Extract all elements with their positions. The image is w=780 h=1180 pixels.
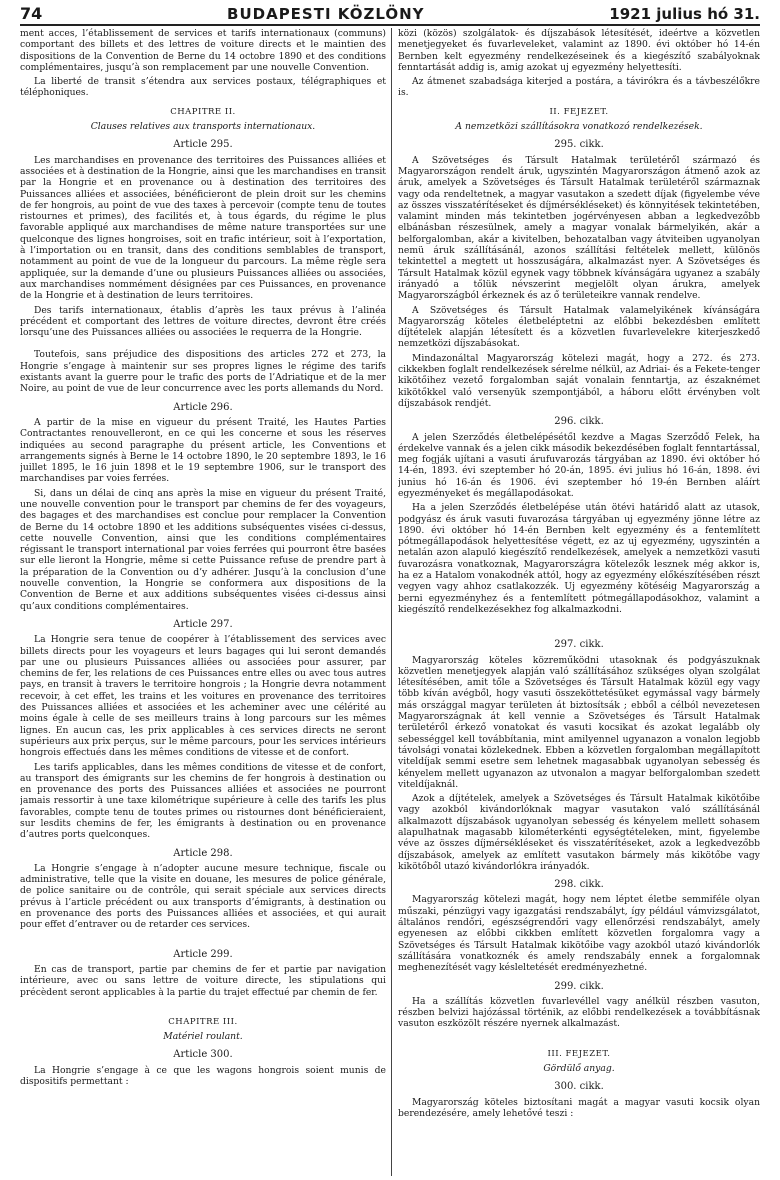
chapter-subtitle: Gördülő anyag. [543,1063,615,1075]
chapter-subtitle: Clauses relatives aux transports internationaux. [90,121,316,133]
article-heading: 296. cikk. [554,416,604,428]
article-heading: Article 300. [173,1049,233,1061]
page-number: 74 [20,4,43,23]
article-heading: 300. cikk. [554,1081,604,1093]
article-heading: 295. cikk. [554,139,604,151]
paragraph: En cas de transport, partie par chemins de fer et partie par navigation intérieure, avec ou sans lettre de voiture directe, les stipulations qui précèdent seront applicables à la partie du trajet effectué par chemin de fer. [20,963,386,998]
paragraph: A Szövetséges és Társult Hatalmak valamelyikének kívánságára Magyarország köteles életbeléptetni az előbbi bekezdésben említett díjtételek alapján létesített és a közvetlen fuvarlevelekre kiterjeszkedő nemzetközi díjszabásokat. [398,304,760,350]
paragraph: A Szövetséges és Társult Hatalmak területéről származó és Magyarországon rendelt áruk, ugyszintén Magyarországon átmenő azok az áruk, amelyek a Szövetséges és Társult Hatalmak területéről származnak vagy oda rendeltetnek, a magyar vasutakon a szedett díjak (figyelembe véve az összes visszatérítéseket és díjmérsékléseket) és könnyitések tekintetében, valamint minden más tekintetben jogérvényesen abban a legkedvezőbb elbánásban részesülnek, amely a magyar vonalak bármelyikén, akár a belforgalomban, akár a kivitelben, behozatalban vagy átviteiben ugyanolyan nemü áruk szállításánál, azonos szállítási feltételek mellett, különös tekintettel a megtett ut hosszuságára, alkalmazást nyer. A Szövetséges és Társult Hatalmak közül egynek vagy többnek kívánságára ugyanez a szabály irányadó a tőlük névszerint megjelölt olyan árukra, amelyek Magyarországból érkeznek és az ő területeikre vannak rendelve. [398,154,760,302]
paragraph: Des tarifs internationaux, établis d’après les taux prévus à l’alinéa précédent et comportant des lettres de voiture directes, devront être créés lorsqu’une des Puissances alliées ou associées le requerra de la Hongrie. [20,304,386,339]
paragraph: Les marchandises en provenance des territoires des Puissances alliées et associées et à destination de la Hongrie, ainsi que les marchandises en transit par la Hongrie et en provenance ou à destination des territoires des Puissances alliées et associées, bénéficieront de plein droit sur les chemins de fer hongrois, au point de vue des taxes à percevoir (compte tenu de toutes ristournes et primes), des facilités et, à tous égards, du régime le plus favorable appliqué aux marchandises de même nature transportées sur une quelconque des lignes hongroises, soit en trafic intérieur, soit à l’exportation, à l’importation ou en transit, dans des conditions semblables de transport, notamment au point de vue de la longueur du parcours. La même règle sera appliquée, sur la demande d’une ou plusieurs Puissances alliées ou associées, aux marchandises nommément désignées par ces Puissances, en provenance de la Hongrie et à destination de leurs territoires. [20,154,386,302]
paragraph: Mindazonáltal Magyarország kötelezi magát, hogy a 272. és 273. cikkekben foglalt rendelkezések sérelme nélkül, az Adriai- és a Fekete-tenger kikötőihez vezető forgalomban saját vonalain fenntartja, az északnémet kikötőkkel való versenyük szempontjából, a háboru előtt érvényben volt díjszabások rendjét. [398,352,760,409]
paragraph: La Hongrie sera tenue de coopérer à l’établissement des services avec billets directs pour les voyageurs et leurs bagages qui lui seront demandés par une ou plusieurs Puissances alliées ou associées pour assurer, par chemins de fer, les relations de ces Puissances entre elles ou avec tous autres pays, en transit à travers le territoire hongrois ; la Hongrie devra notamment recevoir, à cet effet, les trains et les voitures en provenance des territoires des Puissances alliées et associées et les acheminer avec une célérité au moins égale à celle de ses meilleurs trains à long parcours sur les mêmes lignes. En aucun cas, les prix applicables à ces services directs ne seront supérieurs aux prix perçus, sur le même parcours, pour les services intérieurs hongrois effectués dans les mêmes conditions de vitesse et de confort. [20,634,386,759]
paragraph: ment acces, l’établissement de services et tarifs internationaux (communs) comportant des billets et des lettres de voiture directs et le maintien des dispositions de la Convention de Berne du 14 octobre 1890 et des conditions complémentaires, jusqu’à son remplacement par une nouvelle Convention. [20,28,386,73]
chapter-heading: CHAPITRE III. [168,1016,238,1027]
paragraph: Toutefois, sans préjudice des dispositions des articles 272 et 273, la Hongrie s’engage à maintenir sur ses propres lignes le régime des tarifs existants avant la guerre pour le trafic des ports de l’Adriatique et de la mer Noire, au point de vue de leur concurrence avec les ports allemands du Nord. [20,349,386,395]
chapter-heading: CHAPITRE II. [170,106,236,117]
french-column [20,28,386,1176]
paragraph: Ha a jelen Szerződés életbelépése után ötévi határidő alatt az utasok, podgyász és áruk vasuti fuvarozása tárgyában uj egyezmény jönne létre az 1890. évi október hó 14-én Bernben kelt egyezmény és a fentemlített pótmegállapodások helyettesítése végett, ez az uj egyezmény, ugyszintén a netalán azon alapuló kiegészítő rendelkezések, amelyek a nemzetközi vasuti fuvarozásra vonatkoznak, Magyarországra kötelezők lesznek még akkor is, ha ez a Hatalom vonakodnék attól, hogy az egyezmény előkészítésében részt vegyen vagy ahhoz csatlakozzék. Uj egyezmény kötéséig Magyarország a berni egyezményhez és a fentemlített pótmegállapodásokhoz, valamint a kiegészítő rendelkezésekhez fog alkalmazkodni. [398,502,760,615]
paragraph: közi (közös) szolgálatok- és díjszabások létesítését, ideértve a közvetlen menetjegyeket és fuvarleveleket, valamint az 1890. évi október hó 14-én Bernben kelt egyezmény rendelkezéseinek és a kiegészítő szabályoknak fenntartását addig is, amig azokat uj egyezmény helyettesíti. [398,28,760,73]
article-heading: 297. cikk. [554,639,604,651]
paragraph: Az átmenet szabadsága kiterjed a postára, a távirókra és a távbeszélőkre is. [398,76,760,99]
chapter-subtitle: A nemzetközi szállításokra vonatkozó rendelkezések. [455,121,703,133]
article-heading: Article 297. [173,618,233,630]
issue-date: 1921 julius hó 31. [609,5,760,23]
paragraph: Magyarország köteles közreműködni utasoknak és podgyászuknak közvetlen menetjegyek alapján való szállításához szükséges olyan szolgálat létesítésében, amit tőle a Szövetséges és Társult Hatalmak közül egy vagy több kíván avégből, hogy vasuti összeköttetésüket egymással vagy bármely más országgal magyar területen át biztosítsák ; ebből a célból nevezetesen Magyarországnak át kell vennie a Szövetséges és Társult Hatalmak területéről érkező vonatokat és vasuti kocsikat és azokat legalább oly sebességgel kell továbbítania, mint amilyennel ugyanazon a vonalon legjobb távolsági vonatai közlekednek. Ebben a közvetlen forgalomban megállapított viteldíjak semmi esetre sem lehetnek magasabbak ugyanolyan sebesség és kényelem mellett ugyanazon az utvonalon a magyar belforgalomban szedett viteldíjaknál. [398,654,760,790]
paragraph: Magyarország köteles biztosítani magát a magyar vasuti kocsik olyan berendezésére, amely lehetővé teszi : [398,1096,760,1119]
chapter-subtitle: Matériel roulant. [163,1031,243,1043]
paragraph: A jelen Szerződés életbelépésétől kezdve a Magas Szerződő Felek, ha érdekelve vannak és a jelen cikk második bekezdésében foglalt fenntartással, meg fogják ujítani a vasuti árufuvarozás tárgyában az 1890. évi október hó 14-én, 1893. évi szeptember hó 20-án, 1895. évi julius hó 16-án, 1898. évi junius hó 16-án és 1906. évi szeptember hó 19-én Bernben aláírt egyezményeket és megállapodásokat. [398,431,760,499]
paragraph: Si, dans un délai de cinq ans après la mise en vigueur du présent Traité, une nouvelle convention pour le transport par chemins de fer des voyageurs, des bagages et des marchandises est conclue pour remplacer la Convention de Berne du 14 octobre 1890 et les additions subséquentes visées ci-dessus, cette nouvelle Convention, ainsi que les conditions complémentaires régissant le transport international par voies ferrées qui pourront être basées sur elle lieront la Hongrie, même si cette Puissance refuse de prendre part à la préparation de la Convention ou d’y adhérer. Jusqu’à la conclusion d’une nouvelle convention, la Hongrie se conformera aux dispositions de la Convention de Berne et aux additions subséquentes visées ci-dessus ainsi qu’aux conditions complémentaires. [20,487,386,612]
chapter-heading: III. FEJEZET. [547,1048,611,1059]
paragraph: Les tarifs applicables, dans les mêmes conditions de vitesse et de confort, au transport des émigrants sur les chemins de fer hongrois à destination ou en provenance des ports des Puissances alliées et associées ne pourront jamais ressortir à une taxe kilométrique supérieure à celle des tarifs les plus favorables, compte tenu de toutes primes ou ristournes dont bénéficieraient, sur lesdits chemins de fer, les émigrants à destination ou en provenance d’autres ports quelconques. [20,761,386,841]
chapter-heading: II. FEJEZET. [549,106,609,117]
page-header [20,4,760,26]
hungarian-column [398,28,760,1176]
article-heading: 299. cikk. [554,980,604,992]
article-heading: Article 299. [173,948,233,960]
column-divider [391,28,392,1176]
paragraph: Magyarország kötelezi magát, hogy nem léptet életbe semmiféle olyan műszaki, pénzügyi vagy igazgatási rendszabályt, így például vámvizsgálatot, általános rendőri, egészségrendőri vagy ellenőrzési rendszabályt, amely egyenesen az előbbi cikkben említett közvetlen forgalomra vagy a Szövetséges és Társult Hatalmak kikötőibe vagy azokból utazó kivándorlók szállítására vonatkoznék és amely rendszabály ennek a forgalomnak meghenezítését vagy késleltetését eredményezhetné. [398,894,760,974]
article-heading: Article 295. [173,139,233,151]
paragraph: La liberté de transit s’étendra aux services postaux, télégraphiques et téléphoniques. [20,76,386,99]
paragraph: La Hongrie s’engage à ce que les wagons hongrois soient munis de dispositifs permettant : [20,1064,386,1088]
article-heading: 298. cikk. [554,879,604,891]
paragraph: Azok a díjtételek, amelyek a Szövetséges és Társult Hatalmak kikötőibe vagy azokból kivándorlóknak magyar vasutakon való szállításánál alkalmazott díjszabások ugyanolyan sebesség és kényelem mellett sohasem alapulhatnak magasabb kilométerkénti egységtételeken, mint, figyelembe véve az összes díjmérsékléseket és visszatérítéseket, azok a legkedvezőbb díjszabások, amelyek az említett vasutakon bármely más kikötőbe vagy kikötőből utazó kivándorlókra irányadók. [398,793,760,872]
paragraph: La Hongrie s’engage à n’adopter aucune mesure technique, fiscale ou administrative, telle que la visite en douane, les mesures de police générale, de police sanitaire ou de contrôle, qui serait spéciale aux services directs prévus à l’article précédent ou aux transports d’émigrants, à destination ou en provenance des ports des Puissances alliées et associées, et qui aurait pour effet d’entraver ou de retarder ces services. [20,862,386,931]
publication-title: BUDAPESTI KÖZLÖNY [227,5,425,23]
article-heading: Article 296. [173,401,233,413]
article-heading: Article 298. [173,847,233,859]
paragraph: Ha a szállítás közvetlen fuvarlevéllel vagy anélkül részben vasuton, részben belvizi hajózással történik, az előbbi rendelkezések a továbbításnak vasuton eszközölt részére nyernek alkalmazást. [398,995,760,1030]
paragraph: A partir de la mise en vigueur du présent Traité, les Hautes Parties Contractantes renouvelleront, en ce qui les concerne et sous les réserves indiquées au second paragraphe du présent article, les Conventions et arrangements signés à Berne le 14 octobre 1890, le 20 septembre 1893, le 16 juillet 1895, le 16 juin 1898 et le 19 septembre 1906, sur le transport des marchandises par voies ferrées. [20,416,386,485]
